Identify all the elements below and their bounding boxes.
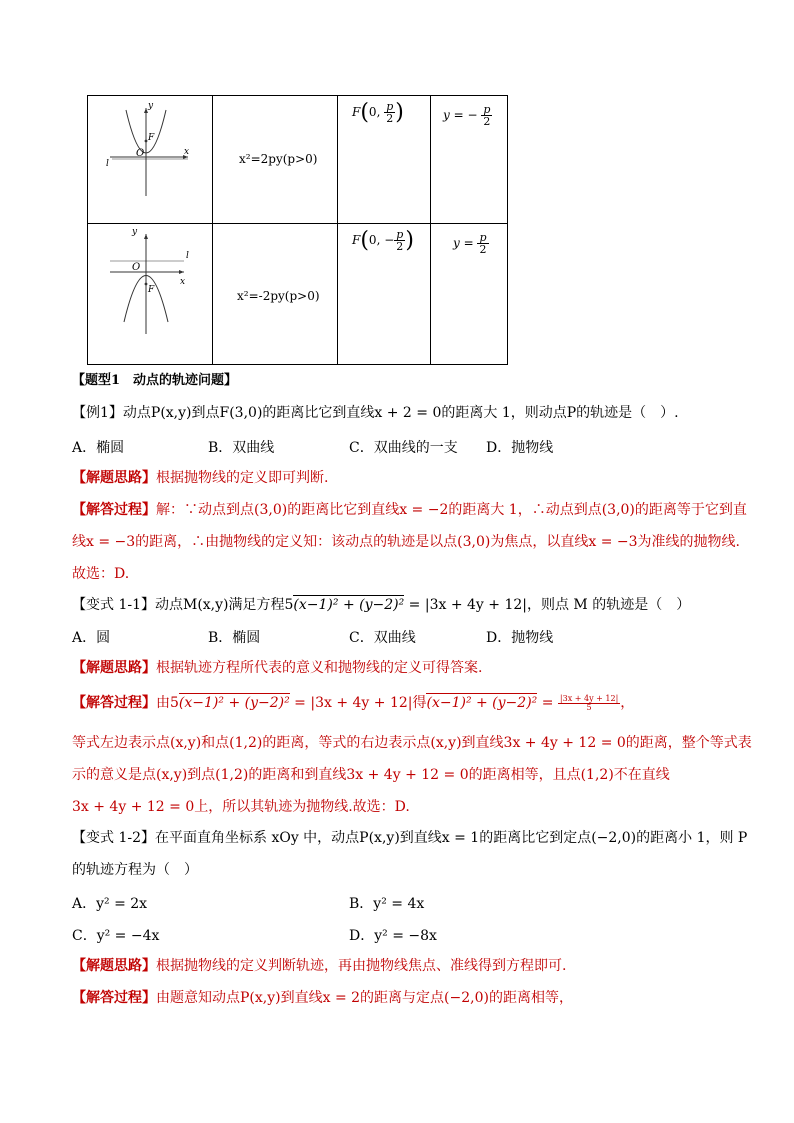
process-label: 【解答过程】 <box>72 990 156 1006</box>
focus-coordinate: F(0, − $\frac{p}{2}$ ) <box>352 228 414 253</box>
equation-text: x²=-2py(p>0) <box>237 289 320 303</box>
directrix-equation: y = − $\frac{p}{2}$ <box>443 103 491 128</box>
focus-cell <box>338 224 431 365</box>
svg-text:F: F <box>148 285 155 295</box>
directrix-cell <box>431 224 508 365</box>
example1-idea <box>72 469 328 487</box>
svg-text:F: F <box>148 133 155 143</box>
variant1-options <box>72 627 722 645</box>
variant2-question-line2: 的轨迹方程为（ ） <box>72 862 198 878</box>
variant2-process: 【解答过程】由题意知动点P(x,y)到直线x = 2的距离与定点(−2,0)的距离相等， <box>72 990 573 1006</box>
table-row <box>88 224 508 365</box>
example1-process-line3: 故选：D. <box>72 566 130 582</box>
example1-question: 【例1】动点P(x,y)到点F(3,0)的距离比它到直线x + 2 = 0的距离大 1，则动点P的轨迹是（ ）. <box>72 405 679 421</box>
option-d: D．y² = −8x <box>349 928 437 944</box>
focus-cell <box>338 96 431 224</box>
variant1-process-line2: 等式左边表示点(x,y)和点(1,2)的距离，等式的右边表示点(x,y)到直线3x + 4y + 12 = 0的距离，整个等式表 <box>72 735 752 751</box>
variant1-idea <box>72 659 482 677</box>
option-c: C．双曲线的一支 <box>349 440 458 456</box>
idea-text: 根据轨迹方程所代表的意义和抛物线的定义可得答案. <box>156 660 483 676</box>
focus-coordinate: F(0, $\frac{p}{2}$ ) <box>352 100 404 125</box>
variant2-options-row1 <box>72 893 722 911</box>
process-label: 【解答过程】 <box>72 502 156 518</box>
variant2-options-row2 <box>72 925 722 943</box>
directrix-cell <box>431 96 508 224</box>
option-b: B．双曲线 <box>208 440 275 456</box>
variant2-question-line1: 【变式 1-2】在平面直角坐标系 xOy 中，动点P(x,y)到直线x = 1的距离比它到定点(−2,0)的距离小 1，则 P <box>72 830 748 846</box>
example1-process-line2: 线x = −3的距离，∴由抛物线的定义知：该动点的轨迹是以点(3,0)为焦点，以直线x = −3为准线的抛物线. <box>72 534 740 550</box>
example1-process-line1: 【解答过程】解：∵动点到点(3,0)的距离比它到直线x = −2的距离大 1，∴动点到点(3,0)的距离等于它到直 <box>72 502 747 518</box>
option-b: B．椭圆 <box>208 630 261 646</box>
svg-text:y: y <box>132 227 138 237</box>
equation-cell <box>213 96 338 224</box>
idea-label: 【解题思路】 <box>72 660 156 676</box>
svg-text:y: y <box>148 101 154 111</box>
idea-text: 根据抛物线的定义即可判断. <box>156 470 329 486</box>
variant1-question: 【变式 1-1】动点M(x,y)满足方程5(x−1)² + (y−2)² = |3x + 4y + 12|，则点 M 的轨迹是（ ） <box>72 597 691 613</box>
option-b: B．y² = 4x <box>349 896 425 912</box>
directrix-equation: y = $\frac{p}{2}$ <box>453 231 487 256</box>
example1-options <box>72 437 722 455</box>
sqrt-expression: (x−1)² + (y−2)² <box>293 597 405 613</box>
equation-text: x²=2py(p>0) <box>239 152 318 166</box>
svg-text:O: O <box>136 148 145 159</box>
process-label: 【解答过程】 <box>72 695 156 711</box>
option-a: A．y² = 2x <box>72 896 148 912</box>
variant1-process-line1: 【解答过程】由5(x−1)² + (y−2)² = |3x + 4y + 12|得(x−1)² + (y−2)² = $\frac{|3x + 4y + 12|}{5}$ ， <box>72 693 635 712</box>
option-c: C．双曲线 <box>349 630 416 646</box>
option-a: A．椭圆 <box>72 440 125 456</box>
option-c: C．y² = −4x <box>72 928 160 944</box>
svg-text:x: x <box>180 277 186 287</box>
graph-cell <box>88 224 213 365</box>
svg-text:l: l <box>186 251 189 261</box>
graph-cell <box>88 96 213 224</box>
variant2-idea <box>72 957 566 975</box>
section-title: 【题型1 动点的轨迹问题】 <box>72 373 238 388</box>
svg-text:l: l <box>106 159 109 169</box>
graph-upward-parabola <box>88 96 212 223</box>
equation-cell <box>213 224 338 365</box>
option-a: A．圆 <box>72 630 111 646</box>
option-d: D．抛物线 <box>486 630 554 646</box>
idea-text: 根据抛物线的定义判断轨迹，再由抛物线焦点、准线得到方程即可. <box>156 958 567 974</box>
variant1-process-line3: 示的意义是点(x,y)到点(1,2)的距离和到直线3x + 4y + 12 = 0的距离相等，且点(1,2)不在直线 <box>72 767 670 783</box>
svg-text:O: O <box>132 262 141 273</box>
svg-text:x: x <box>184 147 190 157</box>
variant1-process-line4: 3x + 4y + 12 = 0上，所以其轨迹为抛物线.故选：D. <box>72 799 410 815</box>
graph-downward-parabola <box>88 224 212 364</box>
option-d: D．抛物线 <box>486 440 554 456</box>
parabola-table <box>87 95 508 365</box>
table-row <box>88 96 508 224</box>
idea-label: 【解题思路】 <box>72 958 156 974</box>
idea-label: 【解题思路】 <box>72 470 156 486</box>
